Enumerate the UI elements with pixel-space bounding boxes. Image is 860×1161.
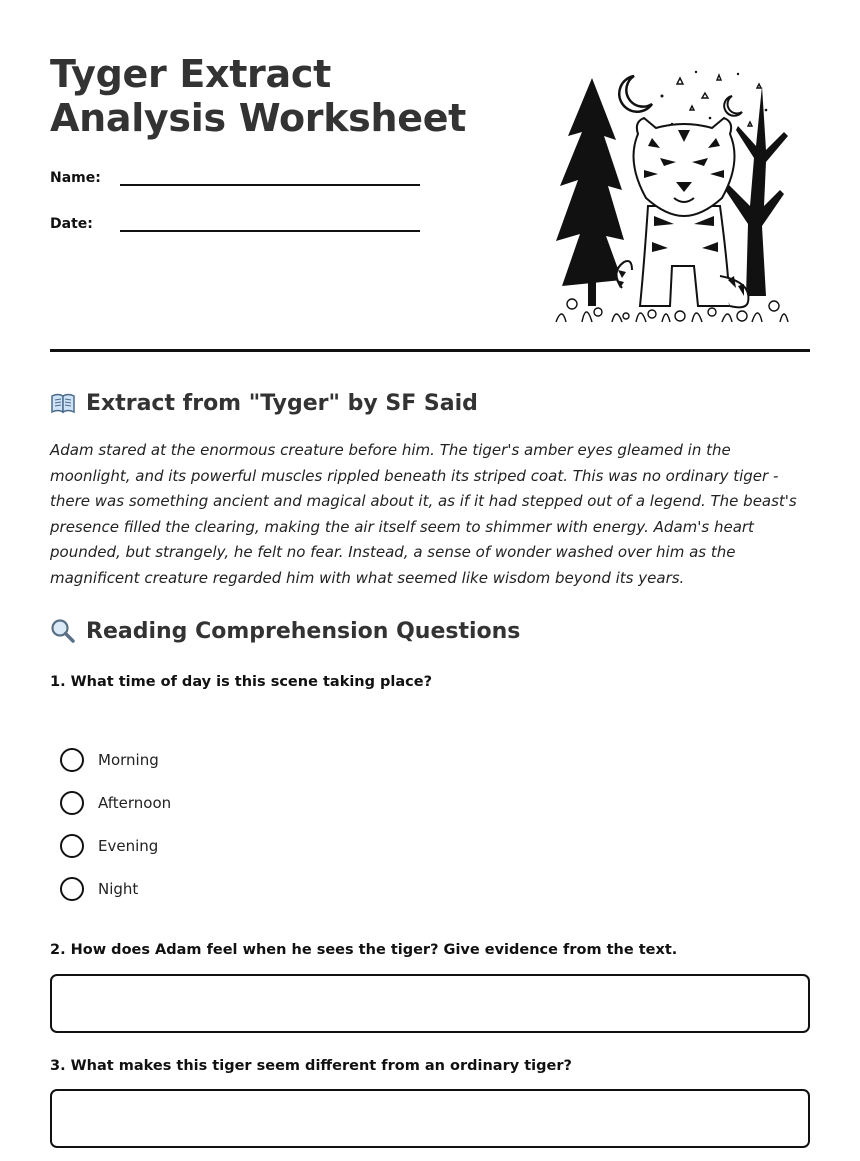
name-field — [50, 164, 420, 186]
option-label: Morning — [98, 750, 159, 769]
open-book-icon — [50, 390, 76, 416]
date-label: Date: — [50, 216, 93, 232]
option-label: Afternoon — [98, 793, 172, 812]
questions-heading — [50, 618, 520, 644]
question-1: 1. What time of day is this scene taking place? — [50, 674, 433, 690]
page-title: Tyger Extract Analysis Worksheet — [50, 52, 467, 140]
option-night[interactable] — [60, 867, 171, 910]
worksheet-header — [50, 52, 810, 352]
radio-morning[interactable] — [60, 748, 84, 772]
radio-night[interactable] — [60, 877, 84, 901]
name-line[interactable] — [120, 164, 420, 186]
extract-text: Adam stared at the enormous creature before him. The tiger's amber eyes gleamed in the moonlight, and its powerful muscles rippled beneath its striped coat. This was no ordinary tiger - there was something ancient and magical about it, as if it had stepped out of a legend. The beast's presence filled the clearing, making the air itself seem to shimmer with energy. Adam's heart pounded, but strangely, he felt no fear. Instead, a sense of wonder washed over him as the magnificent creature regarded him with what seemed like wisdom beyond its years. — [50, 441, 797, 587]
option-label: Night — [98, 879, 139, 898]
option-label: Evening — [98, 836, 159, 855]
tiger-illustration — [552, 66, 792, 324]
option-afternoon[interactable] — [60, 781, 171, 824]
magnifying-glass-icon — [50, 618, 76, 644]
option-morning[interactable] — [60, 738, 171, 781]
name-label: Name: — [50, 170, 101, 186]
radio-evening[interactable] — [60, 834, 84, 858]
extract-heading — [50, 390, 478, 416]
date-field — [50, 210, 420, 232]
question-1-options — [60, 738, 171, 910]
date-line[interactable] — [120, 210, 420, 232]
question-2: 2. How does Adam feel when he sees the tiger? Give evidence from the text. — [50, 942, 678, 958]
answer-2-input[interactable] — [50, 974, 810, 1033]
header-divider — [50, 349, 810, 352]
answer-3-input[interactable] — [50, 1089, 810, 1148]
question-3: 3. What makes this tiger seem different from an ordinary tiger? — [50, 1058, 572, 1074]
questions-heading-text: Reading Comprehension Questions — [86, 618, 521, 644]
radio-afternoon[interactable] — [60, 791, 84, 815]
extract-heading-text: Extract from "Tyger" by SF Said — [86, 390, 478, 416]
option-evening[interactable] — [60, 824, 171, 867]
